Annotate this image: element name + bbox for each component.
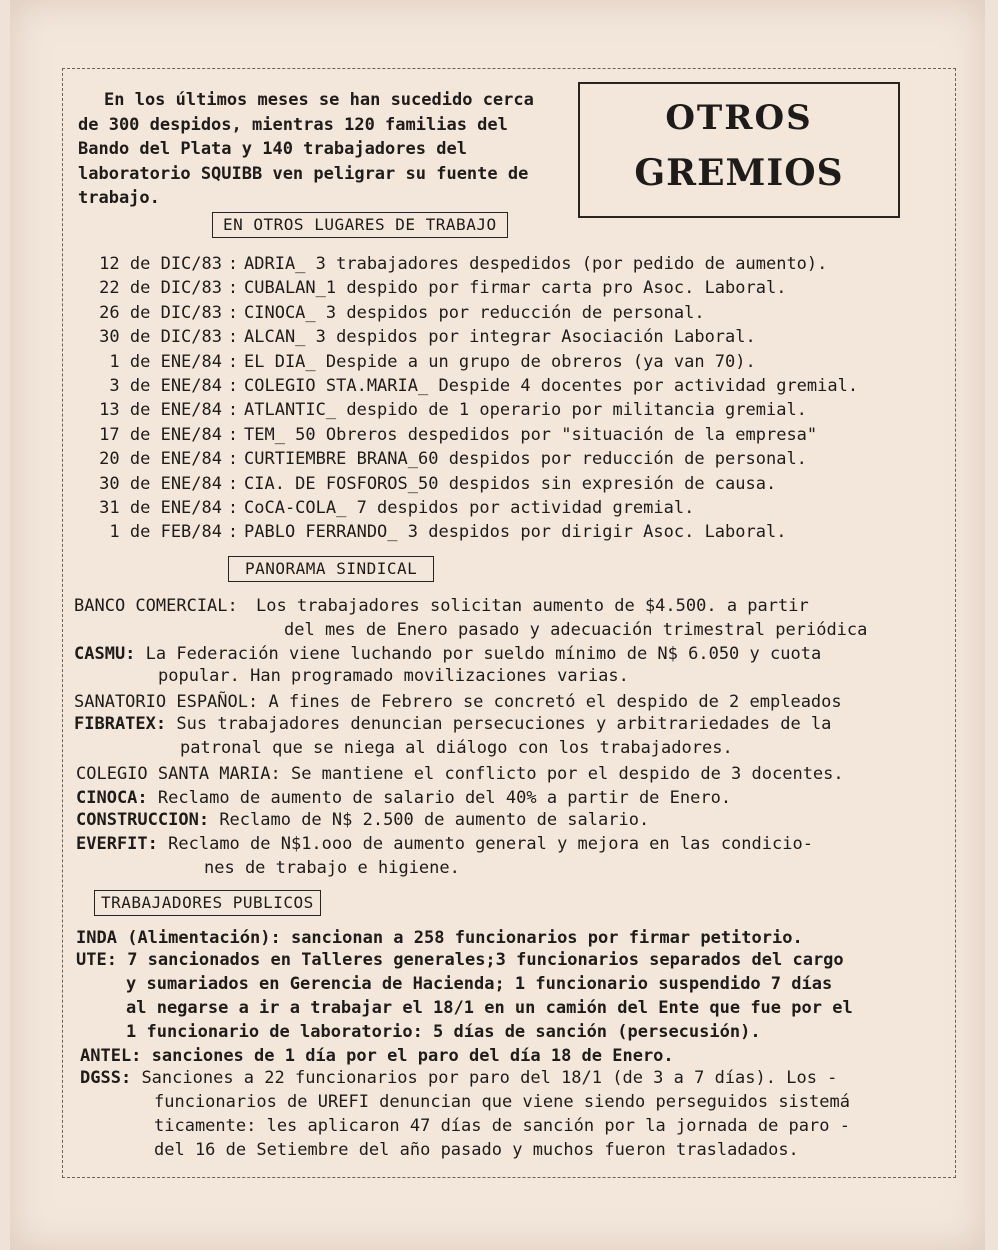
title-line-2: GREMIOS — [634, 152, 844, 194]
despido-text: CoCA-COLA_ 7 despidos por actividad gremial. — [244, 498, 695, 518]
despido-text: ALCAN_ 3 despidos por integrar Asociación Laboral. — [244, 327, 756, 348]
sanatorio-text-1: A fines de Febrero se concretó el despido de 2 empleados — [268, 692, 842, 712]
despido-row — [70, 278, 786, 298]
casmu-text-1: La Federación viene luchando por sueldo mínimo de N$ 6.050 y cuota — [145, 644, 822, 664]
despido-separator: : — [227, 449, 239, 470]
heading-panorama-sindical: PANORAMA SINDICAL — [228, 556, 434, 582]
construccion-text-1: Reclamo de N$ 2.500 de aumento de salario. — [219, 810, 650, 830]
despido-date: 12 de DIC/83 — [99, 254, 222, 274]
despido-date: 20 de ENE/84 — [99, 449, 222, 470]
casmu-text-2: popular. Han programado movilizaciones varias. — [158, 666, 629, 686]
inda-label: INDA — [76, 928, 117, 948]
despido-row — [70, 400, 807, 420]
despido-separator: : — [227, 522, 239, 543]
ute-text-4: 1 funcionario de laboratorio: 5 días de sanción (persecusión). — [126, 1022, 761, 1042]
despido-separator: : — [227, 254, 239, 274]
despido-date: 3 de ENE/84 — [109, 376, 222, 396]
despido-date: 30 de DIC/83 — [99, 327, 222, 348]
ute-text-1: 7 sancionados en Talleres generales;3 funcionarios separados del cargo — [127, 950, 844, 970]
everfit-label: EVERFIT: — [76, 834, 158, 854]
cinoca-text-1: Reclamo de aumento de salario del 40% a partir de Enero. — [157, 788, 732, 808]
despido-text: ADRIA_ 3 trabajadores despedidos (por pedido de aumento). — [244, 254, 828, 274]
antel-text-1: sanciones de 1 día por el paro del día 18 de Enero. — [151, 1046, 674, 1066]
despido-text: TEM_ 50 Obreros despedidos por "situación de la empresa" — [244, 424, 818, 445]
despido-separator: : — [227, 278, 239, 299]
despido-row — [70, 376, 858, 396]
despido-text: COLEGIO STA.MARIA_ Despide 4 docentes por actividad gremial. — [244, 376, 859, 396]
despido-date: 31 de ENE/84 — [99, 498, 222, 518]
casmu-label: CASMU: — [74, 644, 136, 664]
publicos-ute-row — [76, 950, 844, 970]
publicos-dgss-row — [80, 1068, 837, 1088]
dgss-text-3: ticamente: les aplicaron 47 días de sanción por la jornada de paro - — [154, 1116, 850, 1136]
intro-paragraph: En los últimos meses se han sucedido cerca de 300 despidos, mientras 120 familias del Bando del Plata y 140 trabajadores del laboratorio SQUIBB ven peligrar su fuente de trabajo. — [78, 90, 534, 208]
panorama-banco-row — [74, 596, 809, 616]
fibratex-text-1: Sus trabajadores denuncian persecuciones y arbitrariedades de la — [176, 714, 832, 734]
inda-text-1: (Alimentación): sancionan a 258 funcionarios por firmar petitorio. — [127, 928, 803, 948]
despido-date: 30 de ENE/84 — [99, 473, 222, 494]
dgss-text-4: del 16 de Setiembre del año pasado y muchos fueron trasladados. — [154, 1140, 799, 1160]
despido-separator: : — [227, 473, 239, 494]
dgss-text-1: Sanciones a 22 funcionarios por paro del 18/1 (de 3 a 7 días). Los - — [141, 1068, 838, 1088]
publicos-inda-row — [76, 928, 803, 948]
heading-otros-lugares: EN OTROS LUGARES DE TRABAJO — [212, 212, 508, 238]
despido-text: CURTIEMBRE BRANA_60 despidos por reducción de personal. — [244, 449, 807, 470]
despido-row — [70, 474, 776, 494]
ute-text-3: al negarse a ir a trabajar el 18/1 en un camión del Ente que fue por el — [126, 998, 853, 1018]
publicos-antel-row — [80, 1046, 674, 1066]
panorama-cinoca-row — [76, 788, 731, 808]
colegio-label: COLEGIO SANTA MARIA: — [76, 764, 281, 784]
dgss-text-2: funcionarios de UREFI denuncian que viene siendo perseguidos sistemá — [154, 1092, 850, 1112]
ute-text-2: y sumariados en Gerencia de Hacienda; 1 funcionario suspendido 7 días — [126, 974, 833, 994]
despido-text: PABLO FERRANDO_ 3 despidos por dirigir Asoc. Laboral. — [244, 522, 787, 543]
cinoca-label: CINOCA: — [76, 788, 148, 808]
banco-text-1: Los trabajadores solicitan aumento de $4.500. a partir — [256, 596, 809, 616]
despido-separator: : — [227, 351, 239, 372]
despido-text: ATLANTIC_ despido de 1 operario por militancia gremial. — [244, 400, 807, 421]
fibratex-text-2: patronal que se niega al diálogo con los trabajadores. — [180, 738, 733, 758]
despido-separator: : — [227, 302, 239, 323]
despido-date: 13 de ENE/84 — [99, 400, 222, 421]
despido-date: 1 de FEB/84 — [109, 522, 222, 543]
despido-date: 22 de DIC/83 — [99, 278, 222, 299]
despido-row — [70, 425, 817, 445]
fibratex-label: FIBRATEX: — [74, 714, 167, 734]
heading-trabajadores-publicos: TRABAJADORES PUBLICOS — [94, 890, 321, 916]
despido-row — [70, 352, 756, 372]
despido-separator: : — [227, 498, 239, 518]
antel-label: ANTEL: — [80, 1046, 142, 1066]
everfit-text-2: nes de trabajo e higiene. — [204, 858, 460, 878]
despido-row — [70, 498, 694, 518]
despido-text: CIA. DE FOSFOROS_50 despidos sin expresión de causa. — [244, 473, 777, 494]
sanatorio-label: SANATORIO ESPAÑOL: — [74, 692, 259, 712]
despido-row — [70, 449, 807, 469]
despido-row — [70, 303, 705, 323]
despido-text: CINOCA_ 3 despidos por reducción de personal. — [244, 302, 705, 323]
despido-separator: : — [227, 376, 239, 396]
title-line-1: OTROS — [665, 98, 813, 138]
ute-label: UTE: — [76, 950, 117, 970]
panorama-construccion-row — [76, 810, 649, 830]
everfit-text-1: Reclamo de N$1.ooo de aumento general y mejora en las condicio- — [168, 834, 813, 854]
title-box — [578, 82, 900, 218]
despido-separator: : — [227, 424, 239, 445]
despido-text: CUBALAN_1 despido por firmar carta pro Asoc. Laboral. — [244, 278, 787, 299]
despido-text: EL DIA_ Despide a un grupo de obreros (ya van 70). — [244, 351, 756, 372]
despido-separator: : — [227, 400, 239, 421]
colegio-text-1: Se mantiene el conflicto por el despido de 3 docentes. — [290, 764, 844, 784]
despido-row — [70, 254, 827, 274]
despido-separator: : — [227, 327, 239, 348]
despido-row — [70, 522, 786, 542]
panorama-sanatorio-row — [74, 692, 842, 712]
banco-text-2: del mes de Enero pasado y adecuación trimestral periódica — [284, 620, 868, 640]
despido-row — [70, 327, 756, 347]
panorama-colegio-row — [76, 764, 844, 784]
panorama-everfit-row — [76, 834, 813, 854]
despido-date: 17 de ENE/84 — [99, 424, 222, 445]
panorama-casmu-row — [74, 644, 821, 664]
despido-date: 26 de DIC/83 — [99, 302, 222, 323]
construccion-label: CONSTRUCCION: — [76, 810, 210, 830]
banco-label: BANCO COMERCIAL: — [74, 596, 238, 616]
panorama-fibratex-row — [74, 714, 831, 734]
dgss-label: DGSS: — [80, 1068, 132, 1088]
despido-date: 1 de ENE/84 — [109, 351, 222, 372]
